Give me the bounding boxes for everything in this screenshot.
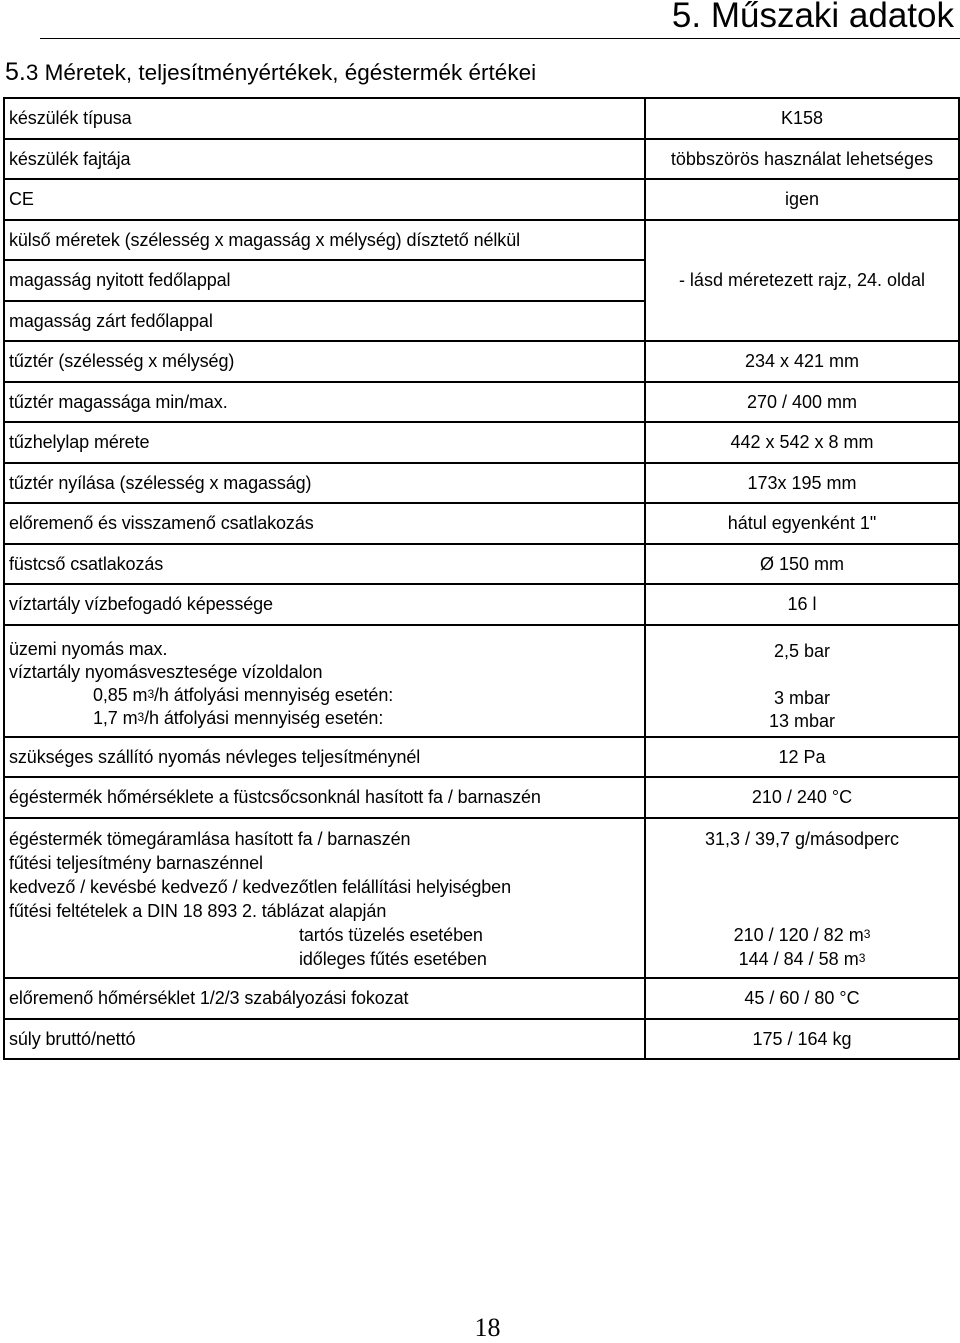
row-value: 442 x 542 x 8 mm xyxy=(645,422,959,463)
table-row xyxy=(4,503,959,544)
row-value xyxy=(650,923,954,947)
row-label: égéstermék tömegáramlása hasított fa / barnaszén xyxy=(9,829,411,849)
chapter-rule xyxy=(40,38,960,39)
row-label: tűztér nyílása (szélesség x magasság) xyxy=(4,463,645,503)
table-row xyxy=(4,98,959,139)
table-row xyxy=(4,220,959,260)
table-row xyxy=(4,777,959,818)
row-label: kedvező / kevésbé kedvező / kedvezőtlen felállítási helyiségben xyxy=(9,877,512,897)
superscript: 3 xyxy=(147,687,155,701)
label-part: /h átfolyási mennyiség esetén: xyxy=(154,685,394,705)
row-label: magasság zárt fedőlappal xyxy=(4,301,645,341)
spec-table xyxy=(3,97,960,1060)
row-value: többszörös használat lehetséges xyxy=(645,139,959,179)
row-label: időleges fűtés esetében xyxy=(299,949,487,969)
superscript: 3 xyxy=(863,927,871,941)
row-value: 175 / 164 kg xyxy=(645,1019,959,1059)
table-row xyxy=(4,544,959,584)
row-label: tartós tüzelés esetében xyxy=(299,925,483,945)
table-row xyxy=(4,139,959,179)
row-value: 173x 195 mm xyxy=(645,463,959,503)
table-row xyxy=(4,737,959,777)
table-row xyxy=(4,978,959,1019)
superscript: 3 xyxy=(858,951,866,965)
row-value: 2,5 bar xyxy=(773,641,831,661)
row-value: Ø 150 mm xyxy=(645,544,959,584)
row-label: víztartály nyomásvesztesége vízoldalon xyxy=(9,662,323,682)
table-row xyxy=(4,341,959,382)
row-value: 234 x 421 mm xyxy=(645,341,959,382)
row-label-group xyxy=(4,818,645,978)
row-value: 270 / 400 mm xyxy=(645,382,959,422)
row-label: tűzhelylap mérete xyxy=(4,422,645,463)
table-row xyxy=(4,179,959,220)
row-label: fűtési teljesítmény barnaszénnel xyxy=(9,853,263,873)
row-label: víztartály vízbefogadó képessége xyxy=(4,584,645,625)
row-value: 31,3 / 39,7 g/másodperc xyxy=(704,829,900,849)
table-row xyxy=(4,625,959,737)
row-value: - lásd méretezett rajz, 24. oldal xyxy=(645,220,959,341)
row-value: hátul egyenként 1" xyxy=(645,503,959,544)
row-value: 3 mbar xyxy=(773,688,831,708)
spacer xyxy=(650,663,954,687)
row-label: magasság nyitott fedőlappal xyxy=(4,260,645,301)
row-value xyxy=(650,947,954,971)
row-label: fűtési feltételek a DIN 18 893 2. táblázat alapján xyxy=(9,901,387,921)
table-row xyxy=(4,818,959,978)
spacer xyxy=(650,851,954,923)
row-value: 12 Pa xyxy=(645,737,959,777)
label-part: 1,7 m xyxy=(93,708,138,728)
row-label xyxy=(9,707,640,730)
row-label: előremenő és visszamenő csatlakozás xyxy=(4,503,645,544)
row-label: füstcső csatlakozás xyxy=(4,544,645,584)
section-number: 5. xyxy=(5,58,26,86)
row-label: külső méretek (szélesség x magasság x mélység) dísztető nélkül xyxy=(4,220,645,260)
row-label: CE xyxy=(4,179,645,220)
row-value: igen xyxy=(645,179,959,220)
label-part: 0,85 m xyxy=(93,685,148,705)
row-value: K158 xyxy=(645,98,959,139)
table-row xyxy=(4,382,959,422)
row-label: tűztér magassága min/max. xyxy=(4,382,645,422)
chapter-title: 5. Műszaki adatok xyxy=(671,0,954,35)
row-label: súly bruttó/nettó xyxy=(4,1019,645,1059)
row-value: 210 / 240 °C xyxy=(645,777,959,818)
row-label: szükséges szállító nyomás névleges teljesítménynél xyxy=(4,737,645,777)
row-label: tűztér (szélesség x mélység) xyxy=(4,341,645,382)
superscript: 3 xyxy=(137,710,145,724)
table-row xyxy=(4,1019,959,1059)
row-label: égéstermék hőmérséklete a füstcsőcsonknál hasított fa / barnaszén xyxy=(4,777,645,818)
row-label: üzemi nyomás max. xyxy=(9,639,168,659)
table-row xyxy=(4,463,959,503)
row-label: készülék típusa xyxy=(4,98,645,139)
section-title xyxy=(5,58,536,87)
section-text: 3 Méretek, teljesítményértékek, égéstermék értékei xyxy=(25,60,537,85)
value-part: 210 / 120 / 82 m xyxy=(733,925,864,945)
row-label-group xyxy=(4,625,645,737)
row-value-group xyxy=(645,625,959,737)
row-value-group xyxy=(645,818,959,978)
row-label: készülék fajtája xyxy=(4,139,645,179)
page-number: 18 xyxy=(474,1313,501,1342)
value-part: 144 / 84 / 58 m xyxy=(738,949,859,969)
label-part: /h átfolyási mennyiség esetén: xyxy=(144,708,384,728)
row-label: előremenő hőmérséklet 1/2/3 szabályozási fokozat xyxy=(4,978,645,1019)
row-label xyxy=(9,684,640,707)
table-row xyxy=(4,422,959,463)
row-value: 13 mbar xyxy=(768,711,836,731)
row-value: 45 / 60 / 80 °C xyxy=(645,978,959,1019)
table-row xyxy=(4,584,959,625)
row-value: 16 l xyxy=(645,584,959,625)
